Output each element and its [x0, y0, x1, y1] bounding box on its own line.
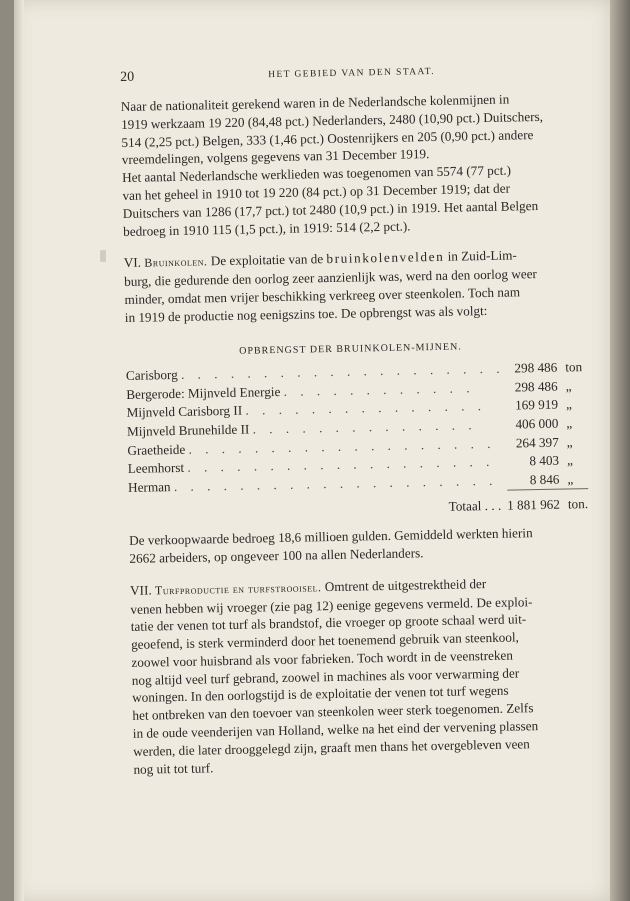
mine-output: 8 403 — [529, 452, 560, 469]
section-vii — [130, 573, 584, 778]
page-content — [120, 57, 589, 778]
section-number: VII. — [129, 582, 152, 598]
text-line: van het geheel in 1910 tot 19 220 (84 pct.) op 31 December 1919; dat der — [122, 180, 511, 203]
text-line: Naar de nationaliteit gerekend waren in de Nederlandsche kolenmijnen in — [120, 91, 510, 114]
table-title: OPBRENGST DER BRUINKOLEN-MIJNEN. — [239, 341, 462, 357]
margin-smudge — [100, 250, 106, 262]
text-line: nog uit tot turf. — [133, 760, 214, 777]
leader-dots: . . . . . . . . . . . . . . . . . . . . — [173, 473, 498, 495]
section-vi — [124, 246, 575, 327]
emphasized-term: bruinkolenvelden — [326, 249, 445, 267]
text-fragment: Omtrent de uitgestrektheid der — [324, 575, 487, 594]
mine-output: 298 486 — [514, 359, 558, 376]
section-heading: Turfproductie en turfstrooisel. — [154, 579, 322, 598]
section-heading: Bruinkolen. — [144, 254, 208, 270]
leader-dots: . . . . . . . . . . . . . . — [252, 417, 477, 437]
text-line: in 1919 de productie nog eenigszins toe. De opbrengst was als volgt: — [124, 302, 488, 325]
text-line: burg, die gedurende den oorlog zeer aanzienlijk was, werd na den oorlog weer — [123, 266, 538, 290]
mine-unit: „ — [565, 396, 572, 412]
total-value: 1 881 962 — [507, 496, 561, 513]
total-unit: ton. — [567, 496, 589, 512]
sales-value-paragraph — [129, 523, 580, 567]
mine-output: 8 846 — [529, 471, 560, 487]
mine-name: Herman — [127, 479, 171, 496]
text-line: 514 (2,25 pct.) Belgen, 333 (1,46 pct.) Oostenrijkers en 205 (0,90 pct.) andere — [121, 126, 534, 150]
text-line: zoowel voor huisbrand als voor fabrieken. Toch wordt in de veenstreken — [131, 647, 514, 670]
text-line: 2662 arbeiders, op ongeveer 100 na allen Nederlanders. — [129, 545, 424, 566]
leader-dots: . . . . . . . . . . . . — [283, 380, 475, 399]
page-number: 20 — [120, 69, 135, 85]
intro-paragraph — [121, 89, 574, 240]
text-line: werden, die later drooggelegd zijn, graaft men thans het overgebleven veen — [133, 736, 530, 759]
mine-name: Mijnveld Carisborg II — [126, 403, 243, 421]
mine-output: 298 486 — [514, 378, 558, 395]
leader-dots: . . . . . . . . . . . . . . . — [245, 398, 487, 418]
mine-name: Carisborg — [125, 367, 178, 384]
mine-unit: „ — [566, 433, 573, 450]
mine-unit: ton — [565, 359, 583, 375]
leader-dots: . . . . . . . . . . . . . . . . . . . — [188, 435, 496, 457]
text-fragment: in Zuid-Lim- — [447, 247, 517, 265]
mine-name: Bergerode: Mijnveld Energie — [126, 383, 281, 402]
text-line: nog altijd veel turf gebrand, zoowel in machines als voor verwarming der — [131, 665, 520, 688]
text-line: Het aantal Nederlandsche werklieden was toegenomen van 5574 (77 pct.) — [122, 162, 512, 186]
text-line: tatie der venen tot turf als brandstof, die vroeger op groote schaal werd uit- — [130, 611, 527, 635]
text-line: minder, omdat men vrijer beschikking verkreeg over steenkolen. Toch nam — [124, 284, 521, 307]
leader-dots: . . . . . . . . . . . . . . . . . . . . — [180, 360, 505, 383]
mine-output: 264 397 — [515, 434, 559, 450]
mine-output-table — [126, 357, 588, 522]
section-number: VI. — [123, 255, 142, 271]
mine-output: 406 000 — [515, 415, 559, 432]
running-head: HET GEBIED VAN DEN STAAT. — [268, 66, 436, 81]
total-label: Totaal . . . — [448, 498, 502, 515]
mine-unit: „ — [565, 378, 572, 394]
mine-output: 169 919 — [514, 396, 559, 413]
mine-name: Mijnveld Brunehilde II — [126, 421, 250, 439]
mine-name: Graetheide — [127, 441, 186, 458]
page-gutter — [14, 0, 24, 901]
text-line: in de oude veenderijen van Holland, welke na het eind der vervening plassen — [132, 718, 539, 741]
mine-unit: „ — [566, 415, 573, 431]
book-edge — [610, 0, 630, 901]
leader-dots: . . . . . . . . . . . . . . . . . . . — [187, 454, 495, 475]
text-fragment: De exploitatie van de — [210, 251, 324, 269]
mine-name: Leemhorst — [127, 459, 185, 477]
text-line: woningen. In den oorlogstijd is de exploitatie der venen tot turf wegens — [131, 683, 509, 706]
text-line: bedroeg in 1910 115 (1,5 pct.), in 1919: 514 (2,2 pct.). — [123, 218, 411, 239]
text-line: Duitschers van 1286 (17,7 pct.) tot 2480 (10,9 pct.) in 1919. Het aantal Belgen — [122, 197, 539, 221]
mine-unit: „ — [567, 471, 574, 487]
text-line: 1919 werkzaam 19 220 (84,48 pct.) Nederlanders, 2480 (10,90 pct.) Duitschers, — [120, 108, 544, 132]
text-line: De verkoopwaarde bedroeg 18,6 millioen gulden. Gemiddeld werkten hierin — [128, 525, 533, 549]
text-line: venen hebben wij vroeger (zie pag 12) eenige gegevens vermeld. De exploi- — [130, 593, 533, 617]
text-line: het ontbreken van den toevoer van steenkolen weer sterk toegenomen. Zelfs — [132, 700, 534, 724]
text-line: vreemdelingen, volgens gegevens van 31 December 1919. — [121, 146, 430, 168]
text-line: geoefend, is sterk verminderd door het toenemend gebruik van steenkool, — [130, 629, 520, 652]
mine-unit: „ — [566, 452, 574, 468]
